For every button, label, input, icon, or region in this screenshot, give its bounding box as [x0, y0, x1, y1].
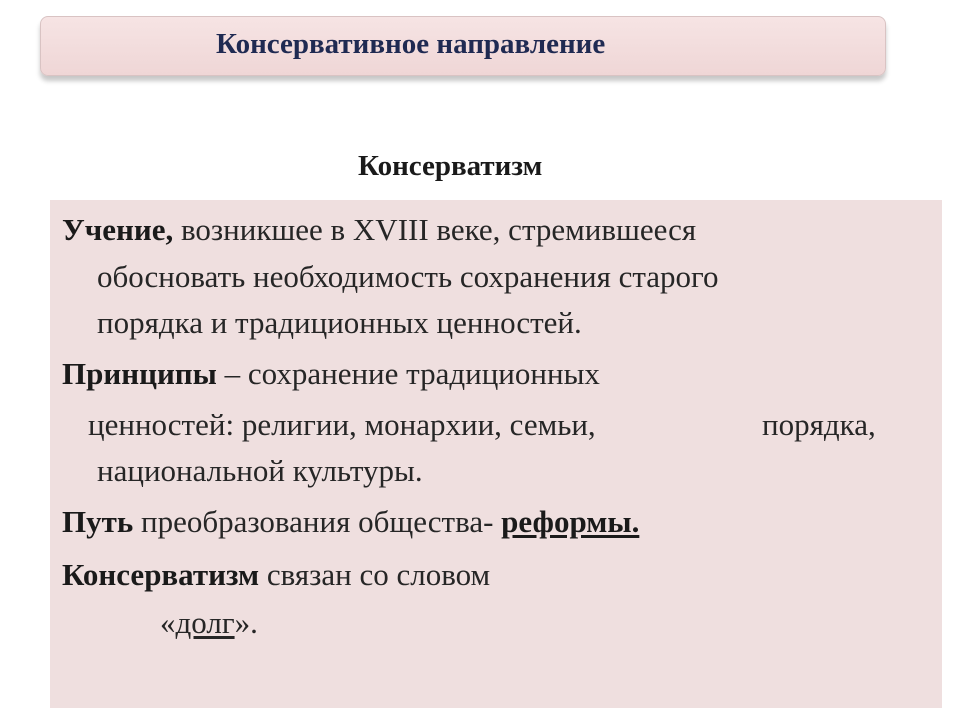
section-heading-text: Консерватизм — [358, 150, 543, 182]
principles-line-1 — [62, 356, 600, 392]
path-term: Путь — [62, 504, 134, 539]
conservatism-text: связан со словом — [259, 557, 491, 592]
principles-line-3: национальной культуры. — [97, 453, 423, 488]
teaching-line-2: обосновать необходимость сохранения старого — [97, 259, 719, 294]
conservatism-line-2 — [160, 605, 258, 641]
path-highlight: реформы. — [501, 504, 640, 539]
principles-text-1: – сохранение традиционных — [216, 356, 600, 391]
quote-open: « — [160, 605, 176, 640]
conservatism-line-1 — [62, 557, 490, 593]
principles-line-2: ценностей: религии, монархии, семьи, — [88, 407, 596, 442]
conservatism-term: Консерватизм — [62, 557, 260, 592]
teaching-term: Учение, — [62, 212, 174, 247]
teaching-text-1: возникшее в XVIII веке, стремившееся — [173, 212, 697, 247]
title-banner — [40, 16, 886, 76]
principles-line-2b: порядка, — [762, 407, 876, 442]
teaching-line-3: порядка и традиционных ценностей. — [97, 305, 582, 340]
path-text: преобразования общества- — [133, 504, 502, 539]
page-title: Консервативное направление — [216, 28, 606, 60]
quote-close: ». — [234, 605, 258, 640]
teaching-line-1 — [62, 212, 696, 248]
duty-word: долг — [175, 605, 235, 640]
path-line — [62, 504, 639, 540]
principles-term: Принципы — [62, 356, 217, 391]
